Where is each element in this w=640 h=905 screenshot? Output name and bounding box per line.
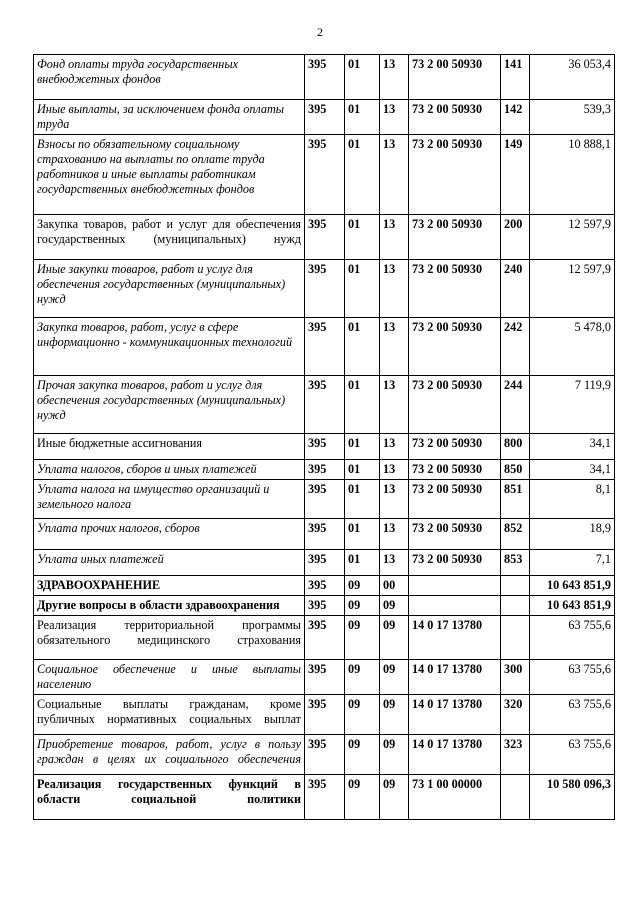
expense-type-code: 323 [501, 735, 530, 775]
table-row [34, 434, 615, 460]
expense-type-code: 853 [501, 550, 530, 576]
target-item-code [409, 596, 501, 616]
subsection-code: 13 [380, 480, 409, 519]
subsection-code: 13 [380, 135, 409, 215]
table-row [34, 616, 615, 660]
subsection-code: 09 [380, 596, 409, 616]
subsection-code: 13 [380, 260, 409, 318]
subsection-code: 00 [380, 576, 409, 596]
table-row [34, 775, 615, 820]
section-code: 01 [345, 55, 380, 100]
ved-code: 395 [305, 775, 345, 820]
section-code: 09 [345, 576, 380, 596]
subsection-code: 13 [380, 550, 409, 576]
section-code: 01 [345, 260, 380, 318]
amount: 36 053,4 [530, 55, 615, 100]
row-name: Закупка товаров, работ и услуг для обеспечения государственных (муниципальных) нужд [34, 215, 305, 260]
subsection-code: 09 [380, 695, 409, 735]
budget-table-body [34, 55, 615, 820]
expense-type-code: 240 [501, 260, 530, 318]
ved-code: 395 [305, 550, 345, 576]
target-item-code: 73 2 00 50930 [409, 434, 501, 460]
section-code: 09 [345, 660, 380, 695]
table-row [34, 550, 615, 576]
table-row [34, 596, 615, 616]
table-row [34, 376, 615, 434]
subsection-code: 09 [380, 735, 409, 775]
expense-type-code [501, 775, 530, 820]
row-name: Иные закупки товаров, работ и услуг для обеспечения государственных (муниципальных) нужд [34, 260, 305, 318]
section-code: 01 [345, 434, 380, 460]
table-row [34, 55, 615, 100]
amount: 10 580 096,3 [530, 775, 615, 820]
expense-type-code: 142 [501, 100, 530, 135]
amount: 10 888,1 [530, 135, 615, 215]
table-row [34, 135, 615, 215]
expense-type-code: 850 [501, 460, 530, 480]
row-name: Приобретение товаров, работ, услуг в пользу граждан в целях их социального обеспечения [34, 735, 305, 775]
row-name: Социальное обеспечение и иные выплаты населению [34, 660, 305, 695]
ved-code: 395 [305, 596, 345, 616]
subsection-code: 13 [380, 460, 409, 480]
section-code: 01 [345, 215, 380, 260]
budget-table [33, 54, 615, 820]
target-item-code [409, 576, 501, 596]
target-item-code: 73 2 00 50930 [409, 460, 501, 480]
section-code: 09 [345, 735, 380, 775]
ved-code: 395 [305, 576, 345, 596]
subsection-code: 09 [380, 775, 409, 820]
ved-code: 395 [305, 480, 345, 519]
row-name: Реализация государственных функций в области социальной политики [34, 775, 305, 820]
ved-code: 395 [305, 215, 345, 260]
expense-type-code: 244 [501, 376, 530, 434]
amount: 539,3 [530, 100, 615, 135]
target-item-code: 73 2 00 50930 [409, 135, 501, 215]
target-item-code: 73 2 00 50930 [409, 318, 501, 376]
amount: 34,1 [530, 434, 615, 460]
ved-code: 395 [305, 660, 345, 695]
expense-type-code: 149 [501, 135, 530, 215]
expense-type-code: 320 [501, 695, 530, 735]
table-row [34, 519, 615, 550]
target-item-code: 73 1 00 00000 [409, 775, 501, 820]
amount: 18,9 [530, 519, 615, 550]
table-row [34, 460, 615, 480]
expense-type-code: 300 [501, 660, 530, 695]
target-item-code: 73 2 00 50930 [409, 480, 501, 519]
target-item-code: 14 0 17 13780 [409, 660, 501, 695]
table-row [34, 480, 615, 519]
target-item-code: 14 0 17 13780 [409, 695, 501, 735]
section-code: 09 [345, 695, 380, 735]
table-row [34, 260, 615, 318]
expense-type-code: 800 [501, 434, 530, 460]
ved-code: 395 [305, 100, 345, 135]
subsection-code: 09 [380, 660, 409, 695]
subsection-code: 09 [380, 616, 409, 660]
section-code: 01 [345, 135, 380, 215]
section-code: 01 [345, 519, 380, 550]
section-code: 01 [345, 550, 380, 576]
table-row [34, 215, 615, 260]
subsection-code: 13 [380, 55, 409, 100]
amount: 8,1 [530, 480, 615, 519]
target-item-code: 73 2 00 50930 [409, 550, 501, 576]
row-name: Закупка товаров, работ, услуг в сфере информационно - коммуникационных технологий [34, 318, 305, 376]
row-name: Реализация территориальной программы обязательного медицинского страхования [34, 616, 305, 660]
row-name: Уплата иных платежей [34, 550, 305, 576]
ved-code: 395 [305, 260, 345, 318]
amount: 12 597,9 [530, 215, 615, 260]
row-name: ЗДРАВООХРАНЕНИЕ [34, 576, 305, 596]
expense-type-code: 852 [501, 519, 530, 550]
ved-code: 395 [305, 376, 345, 434]
expense-type-code: 851 [501, 480, 530, 519]
table-row [34, 735, 615, 775]
section-code: 09 [345, 775, 380, 820]
section-code: 01 [345, 460, 380, 480]
row-name: Прочая закупка товаров, работ и услуг для обеспечения государственных (муниципальных) нужд [34, 376, 305, 434]
section-code: 09 [345, 616, 380, 660]
target-item-code: 73 2 00 50930 [409, 55, 501, 100]
expense-type-code [501, 616, 530, 660]
table-row [34, 660, 615, 695]
row-name: Взносы по обязательному социальному страхованию на выплаты по оплате труда работников и иные выплаты работникам государственных внебюджетных фондов [34, 135, 305, 215]
row-name: Фонд оплаты труда государственных внебюджетных фондов [34, 55, 305, 100]
subsection-code: 13 [380, 519, 409, 550]
target-item-code: 14 0 17 13780 [409, 616, 501, 660]
amount: 63 755,6 [530, 616, 615, 660]
target-item-code: 73 2 00 50930 [409, 519, 501, 550]
table-row [34, 576, 615, 596]
table-row [34, 318, 615, 376]
amount: 34,1 [530, 460, 615, 480]
subsection-code: 13 [380, 318, 409, 376]
section-code: 01 [345, 480, 380, 519]
ved-code: 395 [305, 460, 345, 480]
subsection-code: 13 [380, 215, 409, 260]
amount: 7,1 [530, 550, 615, 576]
ved-code: 395 [305, 55, 345, 100]
ved-code: 395 [305, 695, 345, 735]
ved-code: 395 [305, 434, 345, 460]
table-row [34, 100, 615, 135]
ved-code: 395 [305, 616, 345, 660]
subsection-code: 13 [380, 376, 409, 434]
amount: 10 643 851,9 [530, 576, 615, 596]
row-name: Другие вопросы в области здравоохранения [34, 596, 305, 616]
row-name: Иные бюджетные ассигнования [34, 434, 305, 460]
amount: 10 643 851,9 [530, 596, 615, 616]
expense-type-code [501, 596, 530, 616]
section-code: 01 [345, 318, 380, 376]
target-item-code: 73 2 00 50930 [409, 260, 501, 318]
ved-code: 395 [305, 135, 345, 215]
expense-type-code: 242 [501, 318, 530, 376]
ved-code: 395 [305, 735, 345, 775]
subsection-code: 13 [380, 100, 409, 135]
amount: 5 478,0 [530, 318, 615, 376]
expense-type-code: 200 [501, 215, 530, 260]
row-name: Иные выплаты, за исключением фонда оплаты труда [34, 100, 305, 135]
section-code: 09 [345, 596, 380, 616]
amount: 63 755,6 [530, 695, 615, 735]
ved-code: 395 [305, 318, 345, 376]
target-item-code: 73 2 00 50930 [409, 215, 501, 260]
amount: 63 755,6 [530, 735, 615, 775]
row-name: Уплата налогов, сборов и иных платежей [34, 460, 305, 480]
amount: 63 755,6 [530, 660, 615, 695]
expense-type-code: 141 [501, 55, 530, 100]
row-name: Социальные выплаты гражданам, кроме публичных нормативных социальных выплат [34, 695, 305, 735]
target-item-code: 14 0 17 13780 [409, 735, 501, 775]
ved-code: 395 [305, 519, 345, 550]
row-name: Уплата прочих налогов, сборов [34, 519, 305, 550]
section-code: 01 [345, 376, 380, 434]
subsection-code: 13 [380, 434, 409, 460]
section-code: 01 [345, 100, 380, 135]
amount: 12 597,9 [530, 260, 615, 318]
target-item-code: 73 2 00 50930 [409, 100, 501, 135]
page-number: 2 [317, 25, 323, 39]
target-item-code: 73 2 00 50930 [409, 376, 501, 434]
row-name: Уплата налога на имущество организаций и земельного налога [34, 480, 305, 519]
table-row [34, 695, 615, 735]
amount: 7 119,9 [530, 376, 615, 434]
expense-type-code [501, 576, 530, 596]
